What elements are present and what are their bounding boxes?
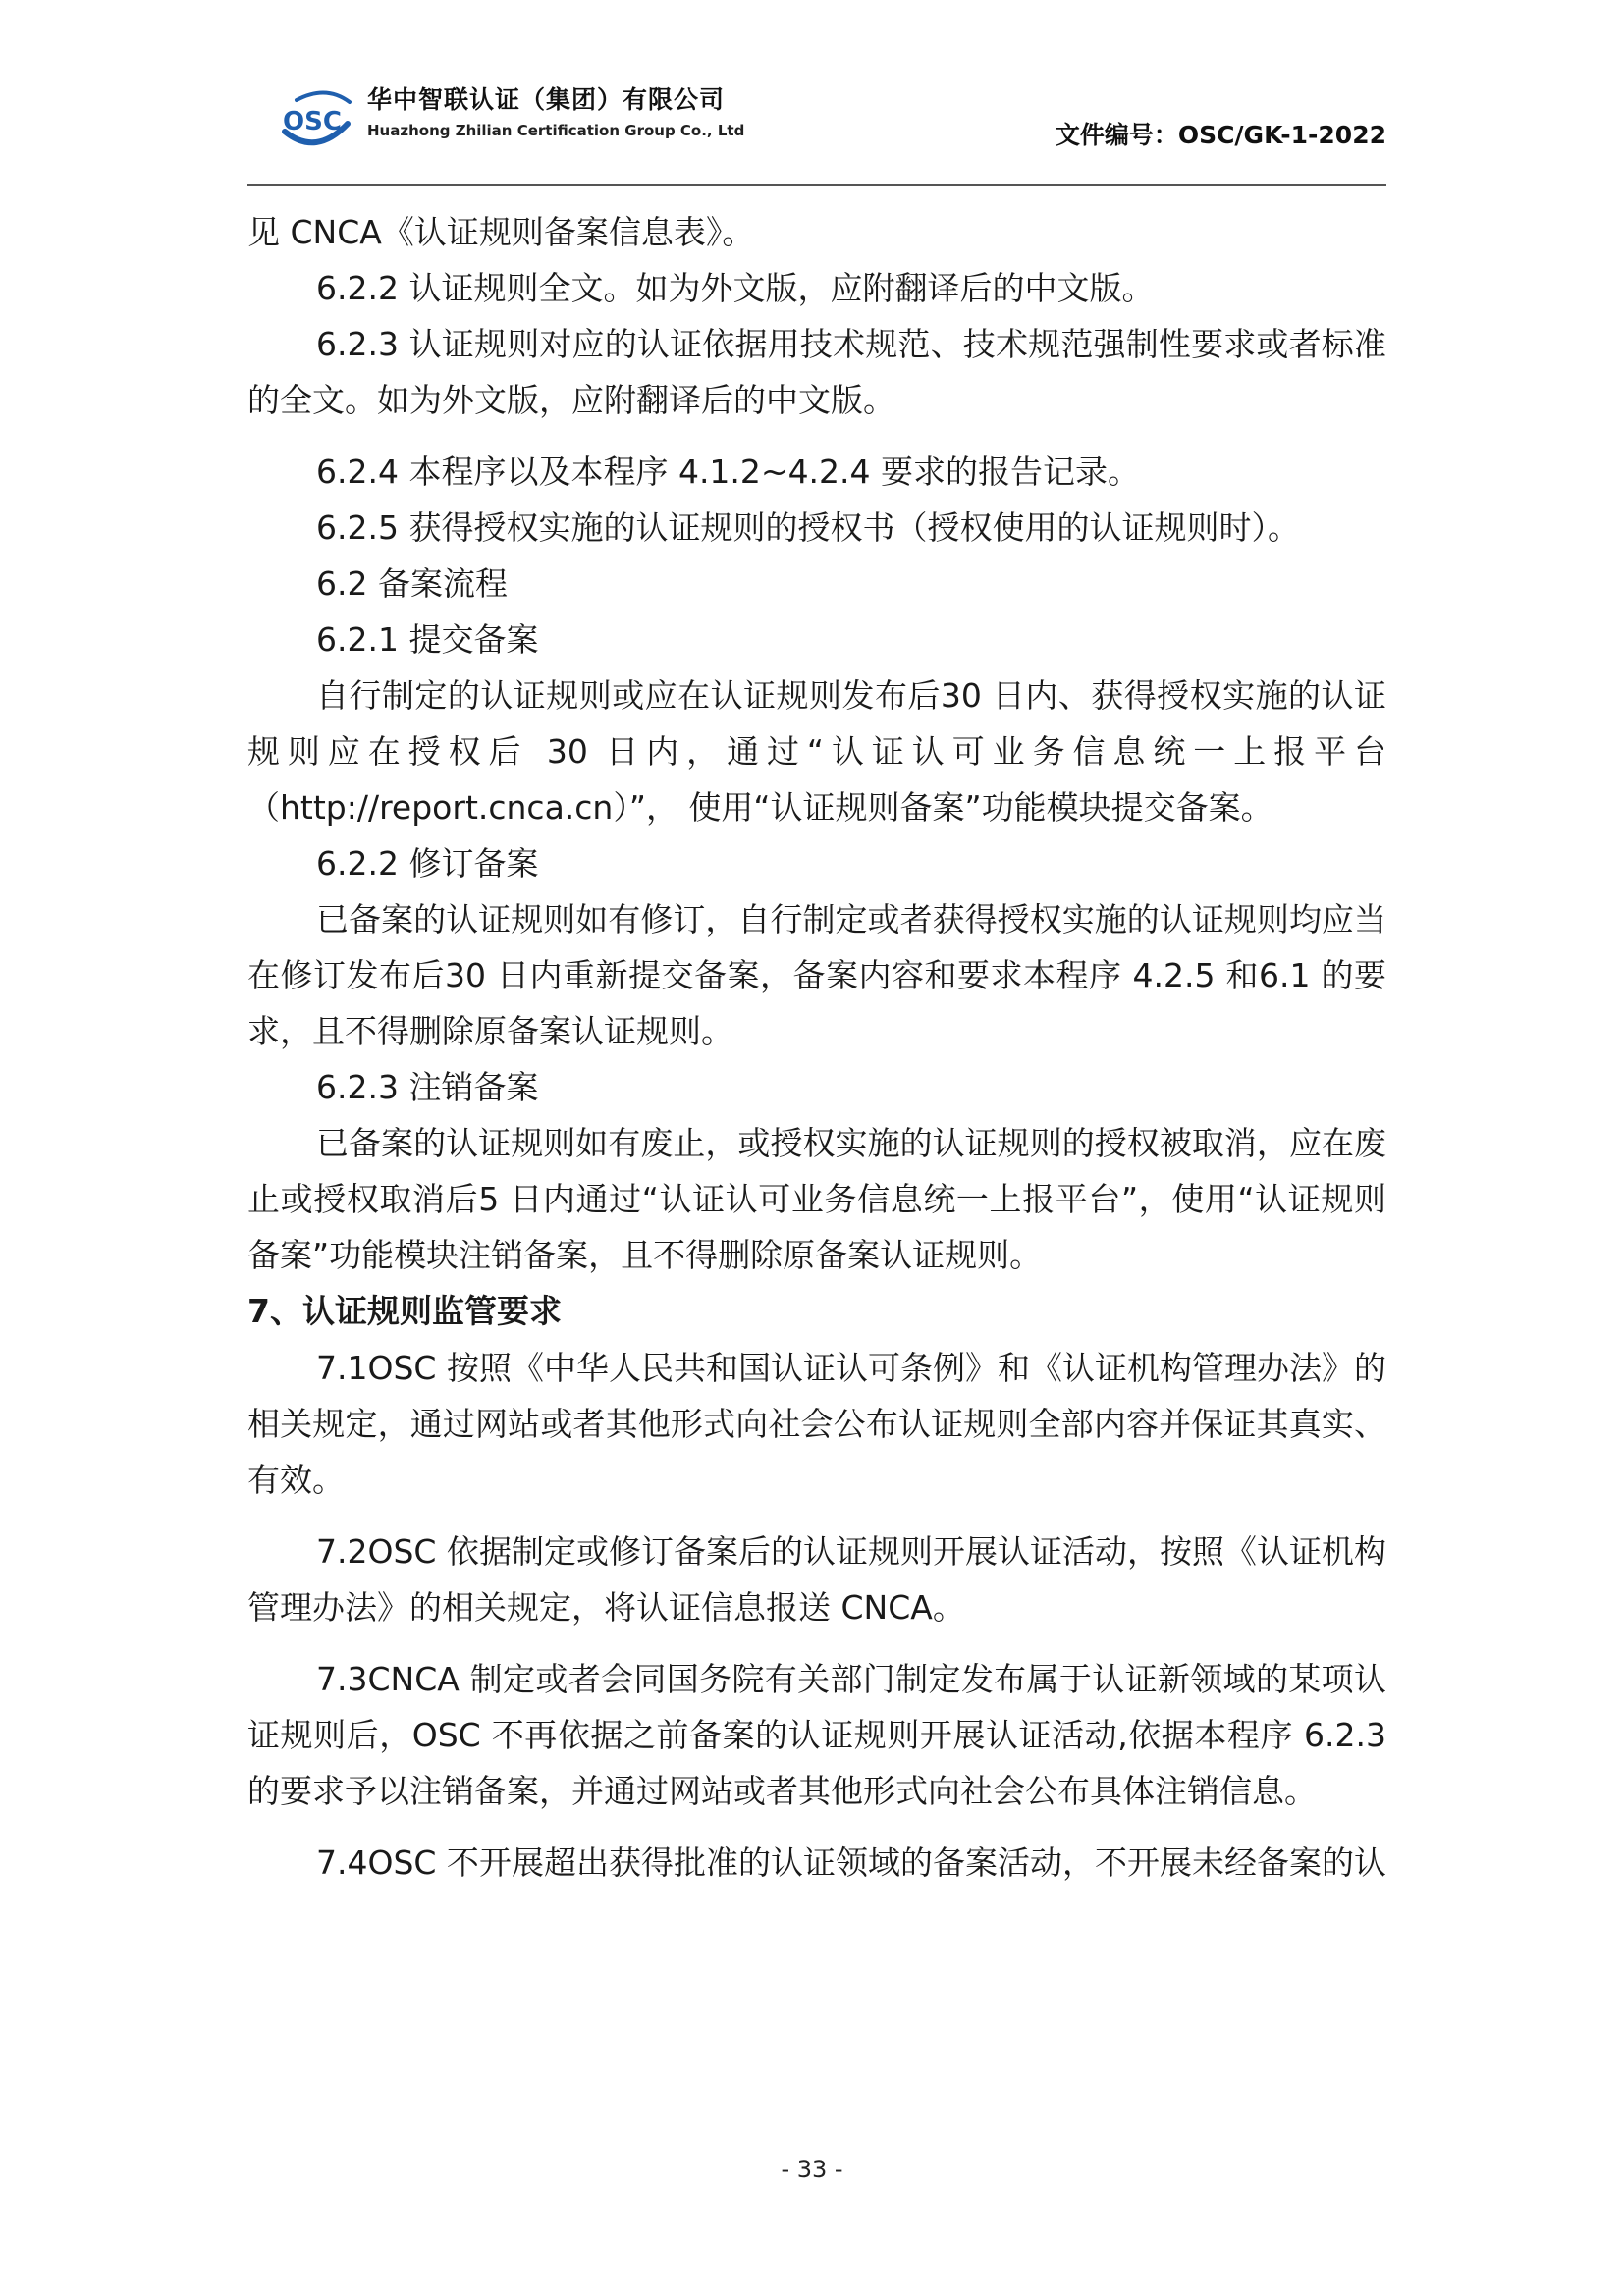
body-paragraph: 6.2.4 本程序以及本程序 4.1.2~4.2.4 要求的报告记录。 (316, 453, 1141, 491)
header-divider (247, 184, 1386, 186)
document-number: 文件编号：OSC/GK-1-2022 (1055, 121, 1386, 149)
body-paragraph: 6.2.3 认证规则对应的认证依据用技术规范、技术规范强制性要求或者标准的全文。如为外文版，应附翻译后的中文版。 (247, 325, 1386, 419)
body-paragraph: 7.4OSC 不开展超出获得批准的认证领域的备案活动，不开展未经备案的认 (316, 1843, 1386, 1882)
body-paragraph: 6.2.2 认证规则全文。如为外文版，应附翻译后的中文版。 (316, 269, 1155, 307)
body-paragraph: 自行制定的认证规则或应在认证规则发布后30 日内、获得授权实施的认证规则应在授权后 30 日内，通过“认证认可业务信息统一上报平台（http://report.cnca.cn）”， 使用“认证规则备案”功能模块提交备案。 (247, 676, 1386, 827)
company-name-block (367, 80, 744, 139)
body-paragraph: 7.1OSC 按照《中华人民共和国认证认可条例》和《认证机构管理办法》的相关规定，通过网站或者其他形式向社会公布认证规则全部内容并保证其真实、有效。 (247, 1349, 1386, 1499)
body-paragraph: 6.2 备案流程 (316, 564, 508, 603)
page-number: - 33 - (781, 2156, 843, 2183)
body-paragraph: 已备案的认证规则如有修订，自行制定或者获得授权实施的认证规则均应当在修订发布后30 日内重新提交备案，备案内容和要求本程序 4.2.5 和6.1 的要求，且不得删除原备案认证规则。 (247, 900, 1386, 1050)
document-body (247, 204, 1386, 1891)
body-paragraph: 见 CNCA《认证规则备案信息表》。 (247, 213, 755, 251)
section-heading: 7、认证规则监管要求 (247, 1292, 562, 1330)
company-name-en: Huazhong Zhilian Certification Group Co., Ltd (367, 122, 745, 139)
body-paragraph: 已备案的认证规则如有废止，或授权实施的认证规则的授权被取消，应在废止或授权取消后5 日内通过“认证认可业务信息统一上报平台”，使用“认证规则备案”功能模块注销备案，且不得删除原备案认证规则。 (247, 1124, 1386, 1274)
body-paragraph: 6.2.2 修订备案 (316, 844, 539, 882)
company-name-cn: 华中智联认证（集团）有限公司 (367, 85, 726, 114)
logo-text: OSC (283, 107, 342, 136)
body-paragraph: 6.2.3 注销备案 (316, 1068, 539, 1106)
osc-logo-icon (277, 80, 355, 159)
body-paragraph: 6.2.5 获得授权实施的认证规则的授权书（授权使用的认证规则时）。 (316, 508, 1300, 547)
body-paragraph: 7.2OSC 依据制定或修订备案后的认证规则开展认证活动，按照《认证机构管理办法》的相关规定，将认证信息报送 CNCA。 (247, 1532, 1386, 1627)
body-paragraph: 7.3CNCA 制定或者会同国务院有关部门制定发布属于认证新领域的某项认证规则后，OSC 不再依据之前备案的认证规则开展认证活动,依据本程序 6.2.3 的要求予以注销备案，并通过网站或者其他形式向社会公布具体注销信息。 (247, 1660, 1386, 1810)
body-paragraph: 6.2.1 提交备案 (316, 620, 539, 659)
page-header (247, 69, 1386, 185)
